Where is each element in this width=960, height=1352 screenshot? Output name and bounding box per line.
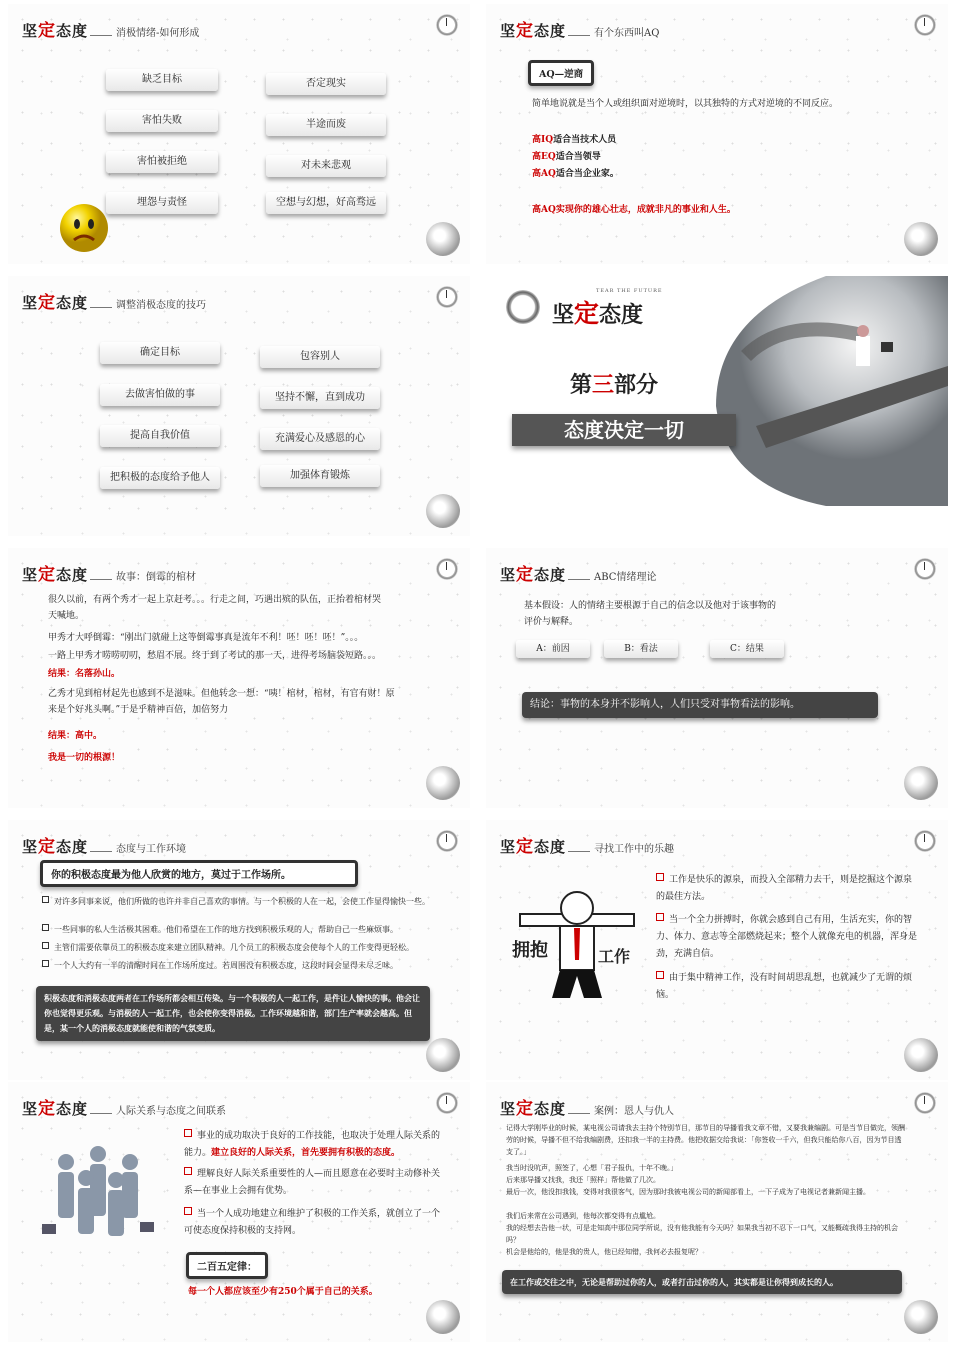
abc-conclusion: 结论：事物的本身并不影响人，人们只受对事物看法的影响。 xyxy=(522,692,878,718)
pill-item: 对未来悲观 xyxy=(266,155,386,177)
slide-title: 寻找工作中的乐趣 xyxy=(594,844,675,855)
case-paragraph: 机会是他给的，他是我的贵人，他已经知错，我何必去报复呢？ xyxy=(506,1248,702,1256)
team-figures-image xyxy=(36,1144,162,1240)
sad-face-icon xyxy=(58,202,110,254)
brand-logo: 坚定态度 xyxy=(500,565,567,585)
aq-tag: AQ—逆商 xyxy=(528,60,594,86)
decor-disc-icon xyxy=(426,766,460,800)
case-paragraph: 我们后来常在公司遇到，他每次都变得有点尴尬。 xyxy=(506,1212,660,1220)
pill-item: 缺乏目标 xyxy=(106,69,218,91)
pill-item: 包容别人 xyxy=(260,346,380,368)
brand-logo: 坚定态度 xyxy=(500,1099,567,1119)
slide-title: 有个东西叫AQ xyxy=(594,28,660,39)
highlight-box: 你的积极态度最为他人欣赏的地方，莫过于工作场所。 xyxy=(40,860,358,887)
bullet-item: 一些同事的私人生活极其困难。他们希望在工作的地方找到积极乐观的人，帮助自己一些麻烦事。 xyxy=(42,924,442,936)
slide-header xyxy=(22,16,199,41)
work-text: 工作 xyxy=(598,947,631,966)
case-conclusion: 在工作或交往之中，无论是帮助过你的人，或者打击过你的人，其实都是让你得到成长的人。 xyxy=(502,1270,902,1294)
summary-dark-box: 积极态度和消极态度两者在工作场所都会相互传染。与一个积极的人一起工作，是件让人愉快的事。他会让你也觉得更乐观。与消极的人一起工作，也会使你变得消极。工作环境越和谐，部门生产率就会越高。但是，某一个人的消极态度就能使和谐的气氛变质。 xyxy=(36,986,430,1041)
pill-item: 害怕失败 xyxy=(106,110,218,132)
story-moral: 我是一切的根源！ xyxy=(48,753,121,763)
bullet-item: 由于集中精神工作，没有时间胡思乱想，也就减少了无谓的烦恼。 xyxy=(656,973,913,1000)
decor-disc-icon xyxy=(904,766,938,800)
slide-header xyxy=(22,560,196,585)
abc-item-c: C：结果 xyxy=(710,640,784,658)
clock-icon xyxy=(914,14,936,36)
law-text: 每一个人都应该至少有250个属于自己的关系。 xyxy=(188,1287,378,1297)
slide-aq[interactable] xyxy=(486,4,948,264)
slide-header xyxy=(500,16,659,41)
case-paragraph: 最后一次，他没扣我钱，变得对我很客气，因为那时我被电视公司的新闻部看上，一下子成为了电视记者兼新闻主播。 xyxy=(506,1188,870,1196)
bullet-item: 一个人大约有一半的清醒时间在工作场所度过。若周围没有积极态度，这段时间会显得未尽乏味。 xyxy=(42,960,442,972)
abc-assumption: 基本假设：人的情绪主要根源于自己的信念以及他对于该事物的评价与解释。 xyxy=(524,601,777,627)
clock-icon xyxy=(506,290,540,324)
story-paragraph: 一路上甲秀才唠唠叨叨，愁眉不展。终于到了考试的那一天，进得考场脑袋短路。。。 xyxy=(48,651,382,661)
brand-logo: 坚定态度 xyxy=(500,837,567,857)
brand-logo: 坚定态度 xyxy=(22,837,89,857)
clock-icon xyxy=(436,830,458,852)
brand-logo: 坚定态度 xyxy=(22,21,89,41)
bullet-item: 理解良好人际关系重要性的人—而且愿意在必要时主动修补关系—在事业上会拥有优势。 xyxy=(184,1169,441,1196)
decor-disc-icon xyxy=(904,1300,938,1334)
pill-item: 充满爱心及感恩的心 xyxy=(260,428,380,450)
pill-item: 半途而废 xyxy=(266,114,386,136)
clock-icon xyxy=(914,558,936,580)
slide-header xyxy=(22,1094,226,1119)
pill-item: 把积极的态度给予他人 xyxy=(100,467,220,489)
aq-final: 高AQ实现你的雄心壮志，成就非凡的事业和人生。 xyxy=(532,205,736,215)
bullet-item: 工作是快乐的源泉，而投入全部精力去干，则是挖掘这个源泉的最佳方法。 xyxy=(656,875,913,902)
decor-disc-icon xyxy=(426,494,460,528)
slide-work-fun[interactable] xyxy=(486,820,948,1080)
decor-disc-icon xyxy=(904,222,938,256)
slide-part-three[interactable] xyxy=(486,276,948,536)
slide-work-environment[interactable] xyxy=(8,820,470,1080)
slide-title: 调整消极态度的技巧 xyxy=(116,300,207,311)
part-heading: 第三部分 xyxy=(570,372,659,398)
bullet-item: 当一个人成功地建立和维护了积极的工作关系，就创立了一个可使态度保持积极的支持网。 xyxy=(184,1209,441,1236)
brand-logo: 坚定态度 xyxy=(22,565,89,585)
bullet-item: 事业的成功取决于良好的工作技能，也取决于处理人际关系的能力。建立良好的人际关系，首先要拥有积极的态度。 xyxy=(184,1131,441,1158)
case-paragraph: 记得大学刚毕业的时候，某电视公司请我去主持个特别节目，那节目的导播看我文章不错，又要我兼编剧。可是当节目做完，领酬劳的时候，导播不但不给我编剧费，还扣我一半的主持费。他把收据交给我说：「你签收一千六，但我只能给你八百，因为节目透支了。」 xyxy=(506,1124,905,1156)
slide-case-study[interactable] xyxy=(486,1082,948,1342)
decor-disc-icon xyxy=(426,1300,460,1334)
decor-disc-icon xyxy=(426,1038,460,1072)
pill-item: 确定目标 xyxy=(100,342,220,364)
slide-title: 故事：倒霉的棺材 xyxy=(116,572,197,583)
slide-header xyxy=(500,1094,674,1119)
slide-header xyxy=(500,560,656,585)
brand-logo-large: 坚定态度 xyxy=(552,299,644,328)
bullet-item: 对许多同事来说，他们所做的也许并非自己喜欢的事情。与一个积极的人在一起，会使工作显得愉快一些。 xyxy=(42,896,442,908)
slide-negative-emotions[interactable] xyxy=(8,4,470,264)
pill-item: 埋怨与责怪 xyxy=(106,192,218,214)
bullet-item: 当一个全力拼搏时，你就会感到自己有用，生活充实，你的智力、体力、意志等全部燃烧起来；整个人就像充电的机器，浑身是劲，充满自信。 xyxy=(656,915,918,959)
clock-icon xyxy=(436,286,458,308)
story-paragraph: 乙秀才见到棺材起先也感到不是滋味。但他转念一想：“咦！棺材，棺材，有官有财！原来是个好兆头啊。”于是乎精神百倍，加倍努力 xyxy=(48,689,395,715)
slide-title: 消极情绪-如何形成 xyxy=(116,28,200,39)
pill-item: 加强体育锻炼 xyxy=(260,465,380,487)
brand-subtitle: TEAR THE FUTURE xyxy=(596,288,663,294)
brand-logo: 坚定态度 xyxy=(22,1099,89,1119)
pill-item: 坚持不懈，直到成功 xyxy=(260,387,380,409)
abc-item-a: A：前因 xyxy=(516,640,590,658)
case-paragraph: 我当时没吭声，照签了，心想「君子报仇，十年不晚。」 xyxy=(506,1164,678,1172)
slide-header xyxy=(22,832,186,857)
case-paragraph: 后来那导播又找我，我还「照样」帮他做了几次。 xyxy=(506,1176,660,1184)
story-result: 结果：名落孙山。 xyxy=(48,669,121,679)
brand-logo: 坚定态度 xyxy=(22,293,89,313)
clock-icon xyxy=(914,830,936,852)
slide-relationships[interactable] xyxy=(8,1082,470,1342)
aq-line: 高IQ适合当技术人员 xyxy=(532,135,617,145)
law-box: 二百五定律： xyxy=(186,1252,268,1279)
aq-description: 简单地说就是当个人或组织面对逆境时，以其独特的方式对逆境的不同反应。 xyxy=(532,99,839,109)
slide-title: 案例：恩人与仇人 xyxy=(594,1106,675,1117)
slide-abc-theory[interactable] xyxy=(486,548,948,808)
slide-header xyxy=(500,832,674,857)
slide-title: ABC情绪理论 xyxy=(594,572,657,583)
clock-icon xyxy=(436,558,458,580)
decor-disc-icon xyxy=(426,222,460,256)
slide-adjust-techniques[interactable] xyxy=(8,276,470,536)
bullet-item: 主管们需要依靠员工的积极态度来建立团队精神。几个员工的积极态度会使每个人的工作变得更轻松。 xyxy=(42,942,442,954)
slide-header xyxy=(22,288,206,313)
slide-coffin-story[interactable] xyxy=(8,548,470,808)
hug-text: 拥抱 xyxy=(512,940,548,961)
pill-item: 提高自我价值 xyxy=(100,425,220,447)
brand-logo: 坚定态度 xyxy=(500,21,567,41)
clock-icon xyxy=(436,14,458,36)
clock-icon xyxy=(914,1092,936,1114)
pill-item: 否定现实 xyxy=(266,73,386,95)
case-paragraph: 我的经想去告他一状，可是走知高中那位同学所说，没有他我能有今天吗？如果我当初不忍下一口气，又能概疏我得主持的机会吗？ xyxy=(506,1224,898,1244)
part-subtitle: 态度决定一切 xyxy=(512,414,736,446)
aq-line: 高EQ适合当领导 xyxy=(532,152,601,162)
pill-item: 空想与幻想，好高骛远 xyxy=(266,192,386,214)
decor-disc-icon xyxy=(904,1038,938,1072)
abc-item-b: B：看法 xyxy=(604,640,678,658)
story-result: 结果：高中。 xyxy=(48,731,103,741)
story-paragraph: 很久以前，有两个秀才一起上京赶考。。。行走之间，巧遇出殡的队伍，正抬着棺材哭天喊地。 xyxy=(48,595,382,621)
businessman-photo xyxy=(706,276,948,506)
slide-title: 人际关系与态度之间联系 xyxy=(116,1106,227,1117)
pill-item: 害怕被拒绝 xyxy=(106,151,218,173)
slide-title: 态度与工作环境 xyxy=(116,844,187,855)
clock-icon xyxy=(436,1092,458,1114)
aq-line: 高AQ适合当企业家。 xyxy=(532,169,619,179)
pill-item: 去做害怕做的事 xyxy=(100,384,220,406)
story-paragraph: 甲秀才大呼倒霉：“刚出门就碰上这等倒霉事真是流年不利！呸！呸！呸！”。。。 xyxy=(48,633,364,643)
